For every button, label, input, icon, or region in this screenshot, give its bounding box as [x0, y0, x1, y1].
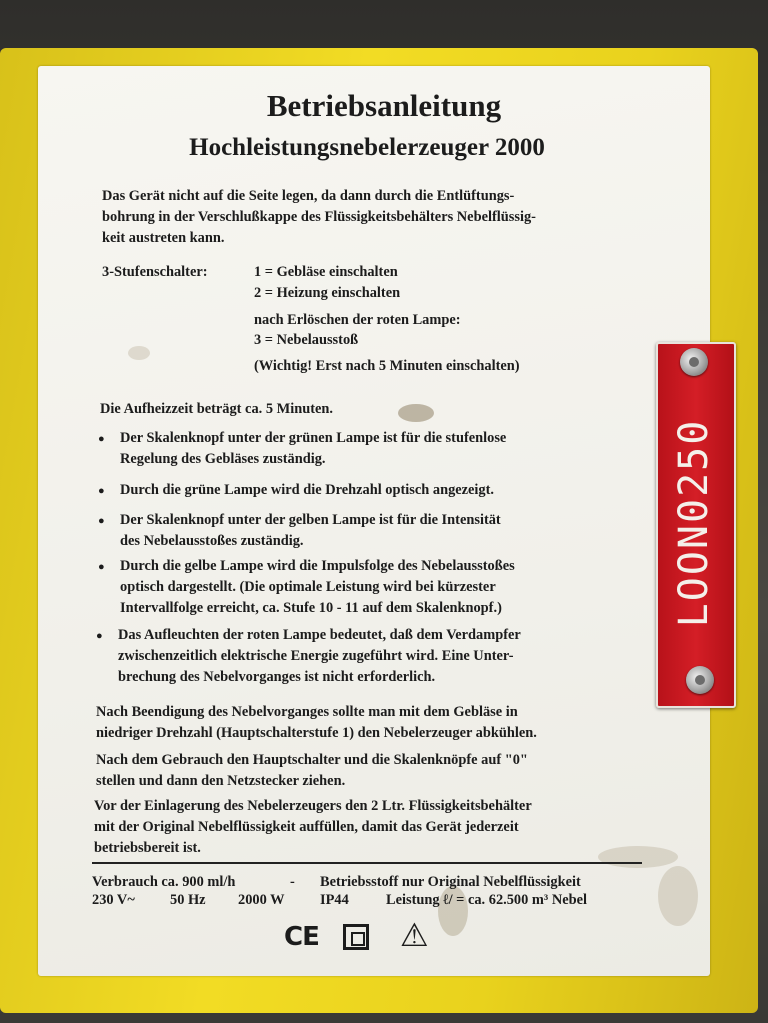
switch-step-3: 3 = Nebelausstoß [254, 332, 359, 348]
switch-after-label: nach Erlöschen der roten Lampe: [254, 312, 461, 328]
spec-power: 2000 W [238, 892, 285, 908]
spec-output: Leistung ℓ/ = ca. 62.500 m³ Nebel [386, 892, 587, 908]
spec-dash: - [290, 874, 295, 890]
spec-consumption: Verbrauch ca. 900 ml/h [92, 874, 236, 890]
page-title: Betriebsanleitung [266, 88, 502, 123]
spec-fuel: Betriebsstoff nur Original Nebelflüssigkeit [320, 874, 581, 890]
warning-triangle-icon: ⚠ [400, 916, 429, 954]
intro-paragraph: Das Gerät nicht auf die Seite legen, da dann durch die Entlüftungs- bohrung in der Verschlußkappe des Flüssigkeitsbehälters Nebelflüssig- keit austreten kann. [102, 188, 536, 246]
after-use-paragraph: Nach Beendigung des Nebelvorganges sollte man mit dem Gebläse in niedriger Drehzahl (Hauptschalterstufe 1) den Nebelerzeuger abkühlen. [96, 704, 537, 741]
spec-ip-rating: IP44 [320, 892, 349, 908]
switch-label: 3-Stufenschalter: [102, 264, 208, 280]
instruction-bullet-2: ● Durch die grüne Lampe wird die Drehzahl optisch angezeigt. [120, 480, 494, 501]
instruction-bullet-5: ● Das Aufleuchten der roten Lampe bedeutet, daß dem Verdampfer zwischenzeitlich elektrische Energie zugeführt wird. Eine Unter- brechung des Nebelvorganges ist nicht erforderlich. [118, 625, 521, 688]
ce-mark-icon: CE [284, 922, 319, 952]
screw-top-icon [680, 348, 708, 376]
id-tag-text: LOON0250 [671, 418, 717, 628]
spec-frequency: 50 Hz [170, 892, 206, 908]
instruction-bullet-3: ● Der Skalenknopf unter der gelben Lampe ist für die Intensität des Nebelausstoßes zuständig. [120, 510, 501, 552]
instruction-bullet-1: ● Der Skalenknopf unter der grünen Lampe ist für die stufenlose Regelung des Gebläses zuständig. [120, 428, 506, 470]
page-subtitle: Hochleistungsnebelerzeuger 2000 [189, 134, 545, 161]
screw-bottom-icon [686, 666, 714, 694]
switch-steps: 1 = Gebläse einschalten 2 = Heizung einschalten [254, 264, 401, 301]
instruction-bullet-4: ● Durch die gelbe Lampe wird die Impulsfolge des Nebelausstoßes optisch dargestellt. (Die optimale Leistung wird bei kürzester Intervallfolge erreicht, ca. Stufe 10 - 11 auf dem Skalenknopf.) [120, 556, 515, 619]
heat-time-text: Die Aufheizzeit beträgt ca. 5 Minuten. [100, 401, 333, 417]
double-insulation-icon [343, 924, 369, 950]
storage-paragraph: Vor der Einlagerung des Nebelerzeugers den 2 Ltr. Flüssigkeitsbehälter mit der Original Nebelflüssigkeit auffüllen, damit das Gerät jederzeit betriebsbereit ist. [94, 798, 532, 856]
switch-note: (Wichtig! Erst nach 5 Minuten einschalten) [254, 358, 520, 374]
after-switch-paragraph: Nach dem Gebrauch den Hauptschalter und die Skalenknöpfe auf "0" stellen und dann den Netzstecker ziehen. [96, 752, 528, 789]
spec-voltage: 230 V~ [92, 892, 135, 908]
divider-line [92, 862, 642, 864]
